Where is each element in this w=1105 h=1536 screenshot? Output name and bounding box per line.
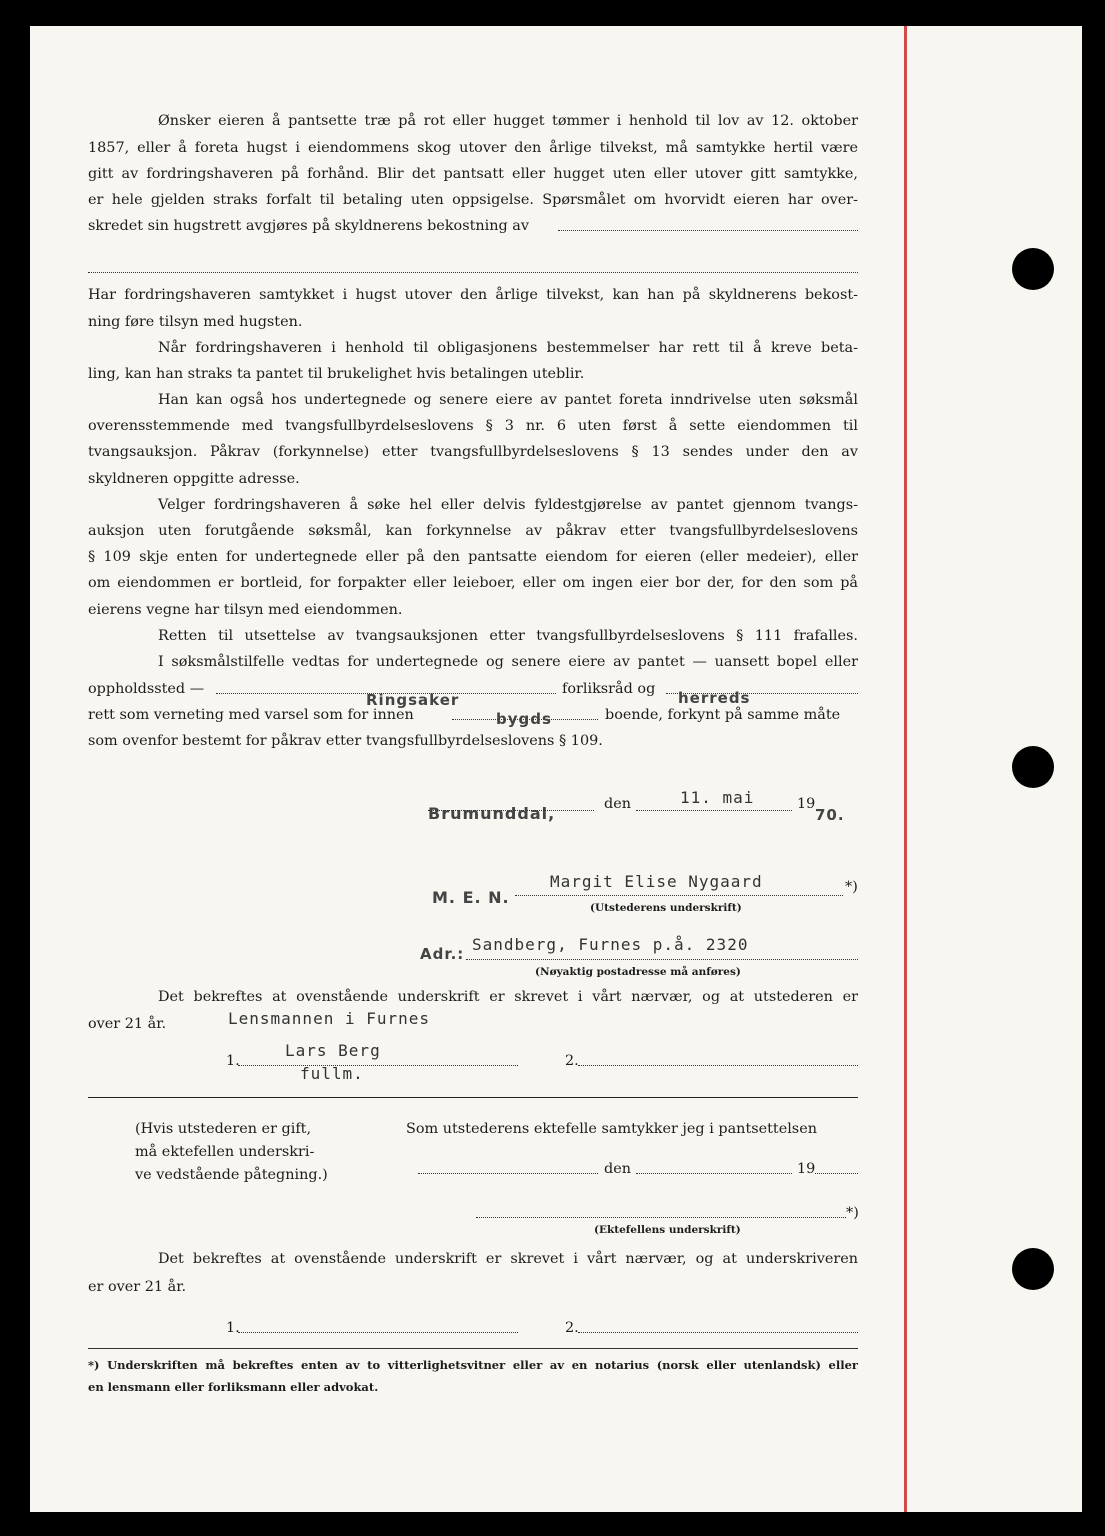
signature-line — [515, 895, 843, 896]
paragraph-line: Ønsker eieren å pantsette træ på rot eller hugget tømmer i henhold til lov av 12. oktober — [158, 113, 858, 129]
witness-line — [578, 1332, 858, 1333]
paragraph-line: som ovenfor bestemt for påkrav etter tvangsfullbyrdelseslovens § 109. — [88, 733, 603, 749]
witness-text: over 21 år. — [88, 1016, 167, 1032]
date-label: den — [604, 1161, 631, 1177]
footnote-text: en lensmann eller forliksmann eller advokat. — [88, 1380, 379, 1394]
paragraph-line: rett som verneting med varsel som for innen — [88, 707, 414, 723]
paragraph-line: Når fordringshaveren i henhold til obligasjonens bestemmelser har rett til å kreve beta- — [158, 340, 858, 356]
paragraph-line: forliksråd og — [562, 681, 656, 697]
paragraph-line: ling, kan han straks ta pantet til brukelighet hvis betalingen uteblir. — [88, 366, 585, 382]
witness-text: er over 21 år. — [88, 1279, 187, 1295]
fill-line — [88, 272, 858, 273]
paragraph-line: eierens vegne har tilsyn med eiendommen. — [88, 602, 403, 618]
paragraph-line: skyldneren oppgitte adresse. — [88, 471, 300, 487]
fill-line — [815, 1173, 858, 1174]
paragraph-line: 1857, eller å foreta hugst i eiendommens skog utover den årlige tilvekst, må samtykke hertil være — [88, 140, 858, 156]
spouse-note: må ektefellen underskri- — [135, 1144, 315, 1160]
stamp-bygds: bygds — [496, 710, 552, 728]
fill-line — [428, 810, 594, 811]
spouse-caption: (Ektefellens underskrift) — [594, 1224, 741, 1236]
footnote-marker: *) — [845, 879, 858, 895]
issuer-signature: Margit Elise Nygaard — [550, 872, 763, 891]
fill-line — [418, 1173, 598, 1174]
footnote-marker: *) — [846, 1205, 859, 1221]
witness-number: 1. — [226, 1053, 240, 1069]
paragraph-line: gitt av fordringshaveren på forhånd. Blir det pantsatt eller hugget uten eller utover gitt samtykke, — [88, 166, 858, 182]
spouse-consent: Som utstederens ektefelle samtykker jeg i pantsettelsen — [406, 1121, 817, 1137]
paragraph-line: ning føre tilsyn med hugsten. — [88, 314, 303, 330]
paragraph-line: boende, forkynt på samme måte — [605, 707, 841, 723]
paragraph-line: Har fordringshaveren samtykket i hugst utover den årlige tilvekst, kan han på skyldnerens bekost- — [88, 287, 858, 303]
divider — [88, 1097, 858, 1098]
witness-number: 2. — [565, 1053, 579, 1069]
witness-text: Det bekreftes at ovenstående underskrift er skrevet i vårt nærvær, og at underskriveren — [158, 1251, 858, 1267]
witness-number: 1. — [226, 1320, 240, 1336]
footnote-divider — [88, 1348, 858, 1349]
fill-line — [558, 230, 858, 231]
place-stamp: Brumunddal, — [428, 804, 556, 823]
year-stamp: 70. — [815, 806, 845, 824]
paragraph-line: er hele gjelden straks forfalt til betaling uten oppsigelse. Spørsmålet om hvorvidt eieren har over- — [88, 192, 858, 208]
date-label: den — [604, 796, 631, 812]
punch-hole — [1012, 746, 1054, 788]
paragraph-line: Retten til utsettelse av tvangsauksjonen etter tvangsfullbyrdelseslovens § 111 frafalles. — [158, 628, 858, 644]
paragraph-line: § 109 skje enten for undertegnede eller på den pantsatte eiendom for eieren (eller medeier), eller — [88, 549, 858, 565]
paragraph-line: overensstemmende med tvangsfullbyrdelseslovens § 3 nr. 6 uten først å sette eiendommen til — [88, 418, 858, 434]
paragraph-line: auksjon uten forutgående søksmål, kan forkynnelse av påkrav etter tvangsfullbyrdelseslovens — [88, 523, 858, 539]
date-value: 11. mai — [680, 788, 755, 807]
paragraph-line: I søksmålstilfelle vedtas for undertegnede og senere eiere av pantet — uansett bopel eller — [158, 654, 858, 670]
paragraph-line: Han kan også hos undertegnede og senere eiere av pantet foreta inndrivelse uten søksmål — [158, 392, 858, 408]
paragraph-line: om eiendommen er bortleid, for forpakter eller leieboer, eller om ingen eier bor der, for den som på — [88, 575, 858, 591]
red-margin-line — [904, 26, 907, 1512]
witness-line — [238, 1332, 518, 1333]
paragraph-line: oppholdssted — — [88, 681, 205, 697]
initials-stamp: M. E. N. — [432, 888, 510, 907]
witness-line — [578, 1065, 858, 1066]
footnote-text: *) Underskriften må bekreftes enten av to vitterlighetsvitner eller av en notarius (norsk eller utenlandsk) eller — [88, 1358, 858, 1372]
spouse-note: (Hvis utstederen er gift, — [135, 1121, 312, 1137]
witness-line — [238, 1065, 518, 1066]
spouse-note: ve vedstående påtegning.) — [135, 1167, 328, 1183]
spouse-signature-line — [476, 1217, 846, 1218]
office-stamp: Lensmannen i Furnes — [228, 1009, 431, 1028]
document-page — [30, 26, 1082, 1512]
fill-line — [636, 1173, 792, 1174]
stamp-herreds: herreds — [678, 689, 751, 707]
paragraph-line: tvangsauksjon. Påkrav (forkynnelse) etter tvangsfullbyrdelseslovens § 13 sendes under den av — [88, 444, 858, 460]
paragraph-line: skredet sin hugstrett avgjøres på skyldnerens bekostning av — [88, 218, 530, 234]
witness-signature: Lars Berg — [285, 1041, 381, 1060]
signature-caption: (Utstederens underskrift) — [590, 902, 742, 914]
stamp-ringsaker: Ringsaker — [366, 691, 460, 709]
address-label: Adr.: — [420, 945, 465, 963]
address-caption: (Nøyaktig postadresse må anføres) — [535, 966, 741, 978]
witness-number: 2. — [565, 1320, 579, 1336]
year-prefix: 19 — [797, 796, 816, 812]
year-prefix: 19 — [797, 1161, 816, 1177]
fill-line — [636, 810, 792, 811]
issuer-address: Sandberg, Furnes p.å. 2320 — [472, 935, 749, 954]
witness-text: Det bekreftes at ovenstående underskrift er skrevet i vårt nærvær, og at utstederen er — [158, 989, 858, 1005]
punch-hole — [1012, 1248, 1054, 1290]
witness-title: fullm. — [300, 1064, 364, 1083]
paragraph-line: Velger fordringshaveren å søke hel eller delvis fyldestgjørelse av pantet gjennom tvangs- — [158, 497, 858, 513]
address-line — [466, 959, 858, 960]
punch-hole — [1012, 248, 1054, 290]
